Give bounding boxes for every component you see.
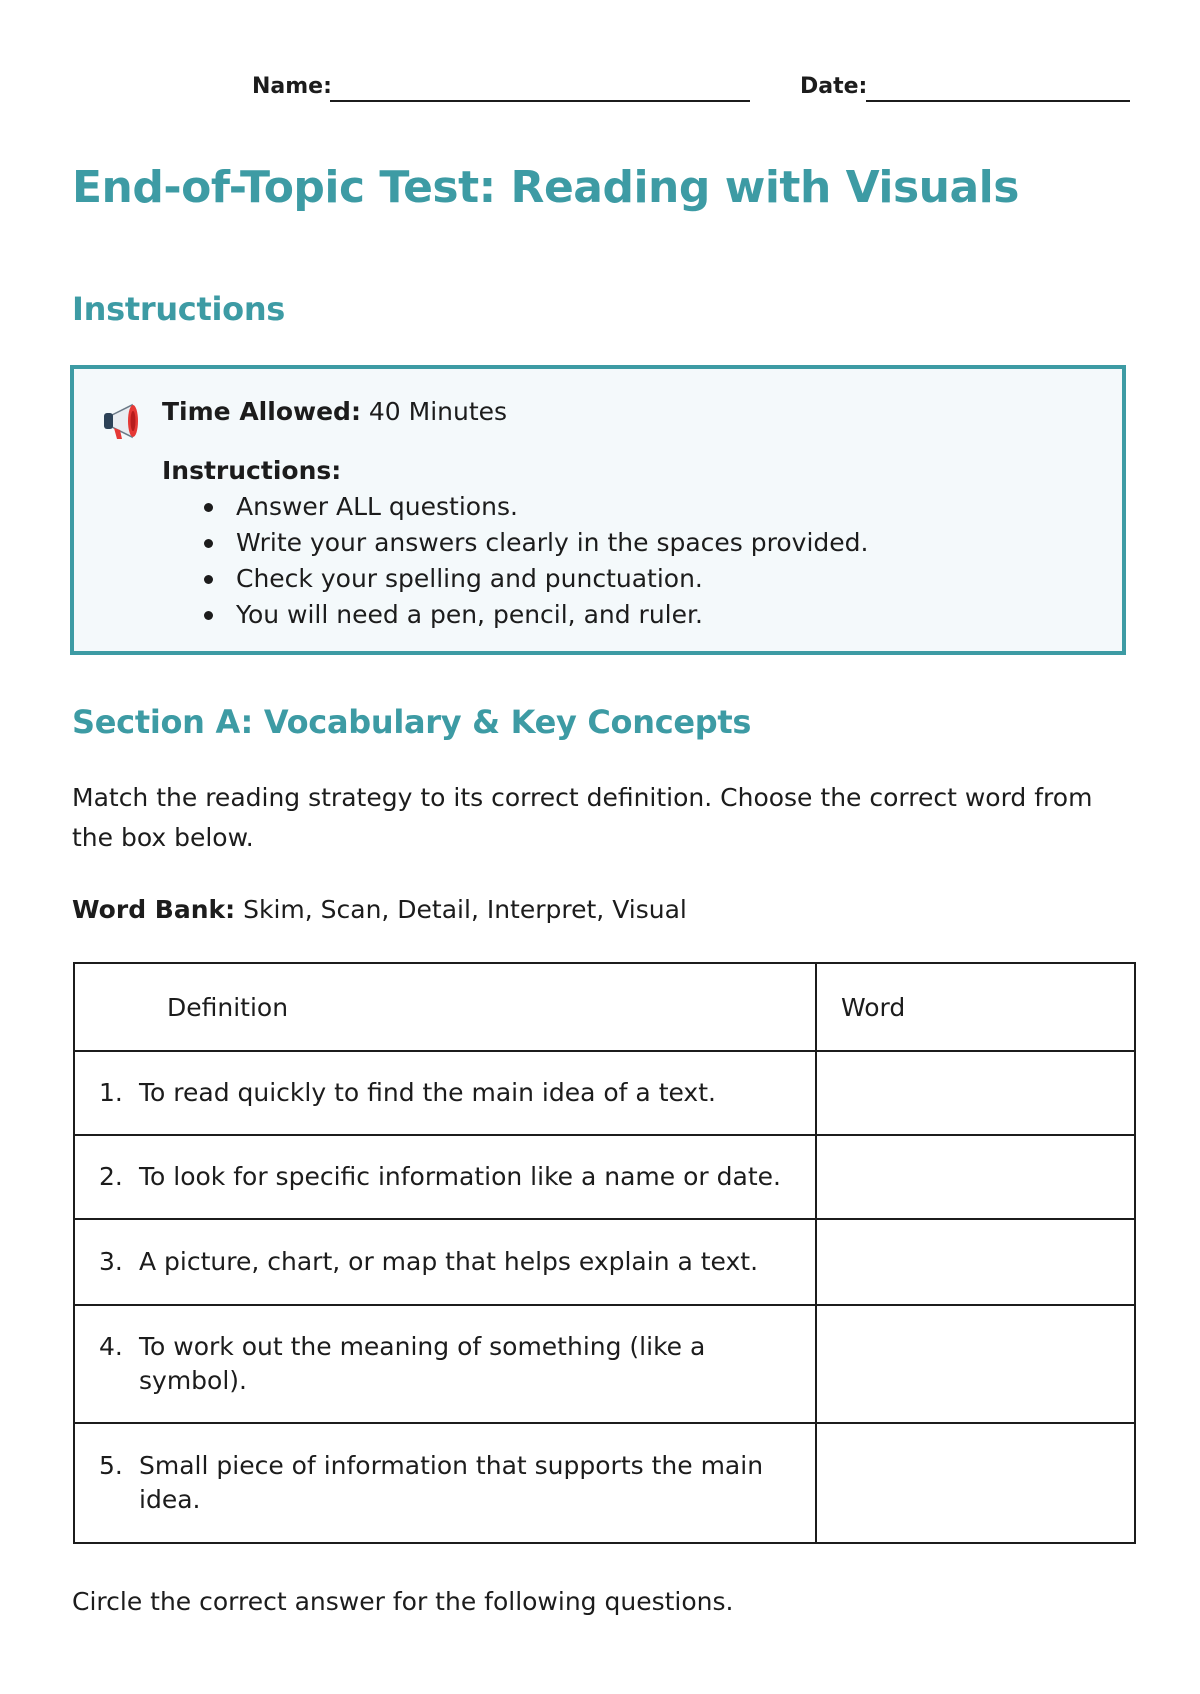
word-answer-cell[interactable] — [816, 1051, 1135, 1135]
time-allowed-label: Time Allowed: — [162, 397, 361, 426]
table-row — [74, 1051, 1135, 1135]
circle-instruction: Circle the correct answer for the following questions. — [72, 1587, 734, 1616]
header-fields — [252, 74, 1132, 104]
row-number: 1. — [99, 1078, 123, 1107]
definition-text: To look for specific information like a name or date. — [139, 1162, 781, 1191]
word-bank — [72, 895, 687, 924]
word-bank-label: Word Bank: — [72, 895, 236, 924]
list-item: Write your answers clearly in the spaces provided. — [162, 529, 868, 557]
row-number: 3. — [99, 1247, 123, 1276]
instructions-list — [162, 493, 868, 629]
name-field-line[interactable] — [330, 100, 750, 102]
list-item: Check your spelling and punctuation. — [162, 565, 868, 593]
name-label: Name: — [252, 74, 332, 99]
time-allowed-value: 40 Minutes — [368, 397, 508, 426]
page-title: End-of-Topic Test: Reading with Visuals — [72, 162, 1019, 213]
instructions-box — [70, 365, 1126, 655]
definition-text: To read quickly to find the main idea of a text. — [139, 1078, 716, 1107]
definition-cell — [74, 1305, 816, 1423]
instructions-label: Instructions: — [162, 456, 342, 485]
table-row — [74, 1135, 1135, 1219]
row-number: 5. — [99, 1451, 123, 1480]
word-answer-cell[interactable] — [816, 1219, 1135, 1305]
definition-cell — [74, 1135, 816, 1219]
definition-text: A picture, chart, or map that helps explain a text. — [139, 1247, 759, 1276]
table-header-row — [74, 963, 1135, 1051]
word-bank-words: Skim, Scan, Detail, Interpret, Visual — [243, 895, 687, 924]
megaphone-icon — [100, 399, 144, 443]
row-number: 2. — [99, 1162, 123, 1191]
date-label: Date: — [800, 74, 868, 99]
list-item: You will need a pen, pencil, and ruler. — [162, 601, 868, 629]
instructions-heading: Instructions — [72, 290, 286, 328]
list-item: Answer ALL questions. — [162, 493, 868, 521]
vocabulary-table — [73, 962, 1136, 1544]
word-answer-cell[interactable] — [816, 1135, 1135, 1219]
word-answer-cell[interactable] — [816, 1305, 1135, 1423]
section-a-intro: Match the reading strategy to its correct definition. Choose the correct word from the box below. — [72, 783, 1093, 852]
definition-cell — [74, 1423, 816, 1543]
time-allowed-line — [162, 397, 868, 426]
word-answer-cell[interactable] — [816, 1423, 1135, 1543]
table-row — [74, 1305, 1135, 1423]
definition-cell — [74, 1219, 816, 1305]
table-row — [74, 1423, 1135, 1543]
table-row — [74, 1219, 1135, 1305]
column-header-word: Word — [816, 963, 1135, 1051]
section-a-heading: Section A: Vocabulary & Key Concepts — [72, 703, 752, 741]
date-field-line[interactable] — [866, 100, 1130, 102]
definition-text: To work out the meaning of something (like a symbol). — [139, 1332, 706, 1395]
definition-cell — [74, 1051, 816, 1135]
definition-text: Small piece of information that supports the main idea. — [139, 1451, 764, 1514]
instructions-content — [162, 397, 868, 637]
column-header-definition: Definition — [74, 963, 816, 1051]
row-number: 4. — [99, 1332, 123, 1361]
